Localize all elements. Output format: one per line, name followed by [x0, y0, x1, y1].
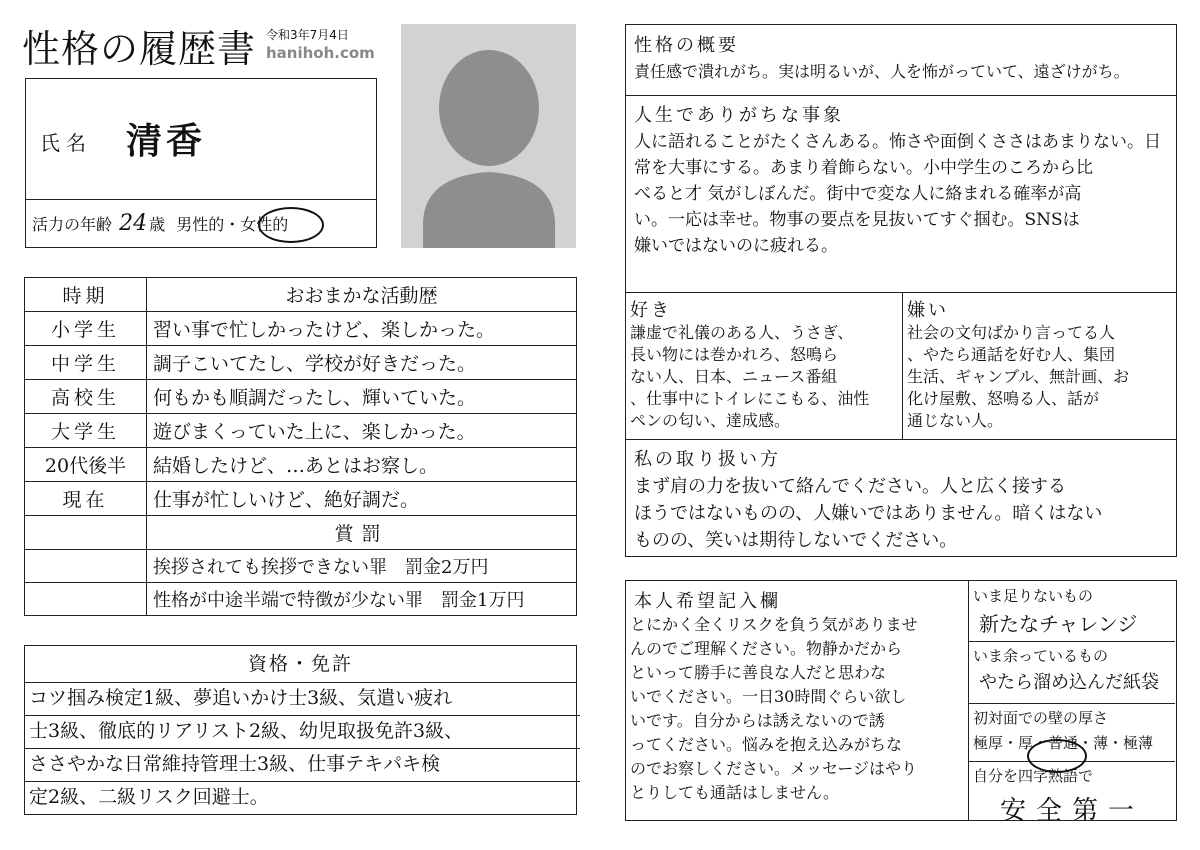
qualification-line: 定2級、二級リスク回避士。 — [29, 786, 269, 808]
likes-line: 長い物には巻かれろ、怒鳴ら — [630, 345, 839, 364]
likes-line: 、仕事中にトイレにこもる、油性 — [630, 389, 870, 408]
surplus-cell — [969, 641, 1175, 704]
handling-line: まず肩の力を抜いて絡んでください。人と広く接する — [634, 476, 1066, 497]
history-cell: 何もかも順調だったし、輝いていた。 — [147, 380, 577, 414]
period-cell: 20代後半 — [25, 448, 147, 482]
missing-value: 新たなチャレンジ — [979, 612, 1138, 636]
qualification-line: コツ掴み検定1級、夢追いかけ士3級、気遣い疲れ — [25, 682, 580, 716]
vitality-age: 24 — [119, 211, 148, 236]
vitality-label: 活力の年齢 — [32, 215, 113, 234]
wish-line: いです。自分からは誘えないので誘 — [630, 711, 885, 730]
dislikes-line: 化け屋敷、怒鳴る人、話が — [907, 389, 1100, 408]
table-row — [25, 346, 577, 380]
name-row — [26, 79, 376, 200]
table-row — [25, 448, 577, 482]
rewards-header-row — [25, 516, 577, 550]
wish-line: ってください。悩みを抱え込みがちな — [630, 735, 903, 754]
wish-line: いでください。一日30時間ぐらい欲し — [630, 687, 907, 706]
dislikes-text — [907, 322, 1171, 432]
life-line: 常を大事にする。あまり着飾らない。小中学生のころから比 — [634, 158, 1093, 178]
side-cells — [969, 581, 1175, 826]
wish-line: とりしても通話はしません。 — [630, 783, 839, 802]
empty-cell — [25, 550, 147, 583]
life-line: 嫌いではないのに疲れる。 — [634, 236, 838, 256]
likes-line: 謙虚で礼儀のある人、うさぎ、 — [630, 323, 854, 342]
name-label: 氏名 — [40, 131, 92, 155]
motto-cell — [969, 761, 1175, 826]
life-text — [634, 129, 1168, 259]
table-row — [25, 583, 577, 616]
missing-cell — [969, 581, 1175, 642]
table-row — [25, 312, 577, 346]
period-header: 時期 — [25, 278, 147, 312]
table-row — [25, 380, 577, 414]
likes-cell — [626, 292, 903, 439]
handling-section — [626, 439, 1176, 555]
wall-options: 極厚・厚・普通・薄・極薄 — [973, 734, 1154, 752]
period-cell: 大学生 — [25, 414, 147, 448]
handling-line: ものの、笑いは期待しないでください。 — [634, 530, 958, 551]
surplus-value: やたら溜め込んだ紙袋 — [979, 672, 1159, 693]
life-line: べると才 気がしぼんだ。街中で変な人に絡まれる確率が高 — [634, 184, 1082, 204]
dislikes-title: 嫌い — [907, 300, 949, 321]
wish-line: んのでご理解ください。物静かだから — [630, 639, 903, 658]
overview-title: 性格の概要 — [634, 35, 739, 56]
dislikes-line: 社会の文句ばかり言ってる人 — [907, 323, 1116, 342]
gender-selection-circle — [258, 207, 324, 243]
missing-label: いま足りないもの — [973, 587, 1094, 605]
history-cell: 遊びまくっていた上に、楽しかった。 — [147, 414, 577, 448]
wish-box — [625, 580, 1177, 826]
motto-label: 自分を四字熟語で — [973, 767, 1094, 785]
wall-cell — [969, 703, 1175, 762]
vitality-row — [32, 211, 288, 236]
life-line: 人に語れることがたくさんある。怖さや面倒くささはあまりない。日 — [634, 132, 1161, 152]
qualification-line: ささやかな日常維持管理士3級、仕事テキパキ検 — [25, 748, 580, 782]
likes-line: ない人、日本、ニュース番組 — [630, 367, 838, 386]
life-section — [626, 95, 1176, 293]
surplus-label: いま余っているもの — [973, 647, 1109, 665]
site-url: hanihoh.com — [266, 44, 375, 62]
wall-label: 初対面での壁の厚さ — [973, 709, 1109, 727]
wish-line: のでお察しください。メッセージはやり — [630, 759, 918, 778]
name-value: 清香 — [126, 120, 207, 162]
life-line: い。一応は幸せ。物事の要点を見抜いてすぐ掴む。SNSは — [634, 210, 1080, 230]
reward-cell: 性格が中途半端で特徴が少ない罪 罰金1万円 — [147, 583, 577, 616]
table-header-row — [25, 278, 577, 312]
wish-title: 本人希望記入欄 — [634, 591, 781, 612]
table-row — [25, 414, 577, 448]
qualification-line: 士3級、徹底的リアリスト2級、幼児取扱免許3級、 — [25, 715, 580, 749]
likes-text — [630, 322, 898, 432]
name-box — [25, 78, 377, 248]
document-date: 令和3年7月4日 — [266, 28, 349, 42]
period-cell: 中学生 — [25, 346, 147, 380]
qualifications-header: 資格・免許 — [25, 646, 576, 683]
history-cell: 仕事が忙しいけど、絶好調だ。 — [147, 482, 577, 516]
table-row — [25, 550, 577, 583]
personality-box — [625, 24, 1177, 557]
motto-value: 安全第一 — [999, 796, 1144, 826]
dislikes-cell — [903, 292, 1175, 439]
rewards-header: 賞罰 — [147, 516, 577, 550]
period-cell: 現在 — [25, 482, 147, 516]
wish-text — [630, 613, 964, 805]
wish-line: とにかく全くリスクを負う気がありませ — [630, 615, 918, 634]
dislikes-line: 通じない人。 — [907, 411, 1004, 430]
gender-options: 男性的・女性的 — [176, 215, 289, 234]
handling-text — [634, 473, 1168, 554]
period-cell: 高校生 — [25, 380, 147, 414]
likes-line: ペンの匂い、達成感。 — [630, 411, 791, 430]
wish-section — [626, 581, 969, 820]
person-silhouette-icon — [401, 24, 576, 248]
qualifications-box — [24, 645, 577, 815]
dislikes-line: 、やたら通話を好む人、集団 — [907, 345, 1116, 364]
likes-title: 好き — [630, 300, 672, 321]
empty-cell — [25, 516, 147, 550]
photo-placeholder — [401, 24, 576, 248]
overview-section — [626, 25, 1176, 96]
likes-dislikes-section — [626, 292, 1176, 440]
empty-cell — [25, 583, 147, 616]
reward-cell: 挨拶されても挨拶できない罪 罰金2万円 — [147, 550, 577, 583]
history-cell: 調子こいてたし、学校が好きだった。 — [147, 346, 577, 380]
period-cell: 小学生 — [25, 312, 147, 346]
table-row — [25, 482, 577, 516]
vitality-unit: 歳 — [149, 215, 166, 234]
history-cell: 結婚したけど、…あとはお察し。 — [147, 448, 577, 482]
history-cell: 習い事で忙しかったけど、楽しかった。 — [147, 312, 577, 346]
dislikes-line: 生活、ギャンブル、無計画、お — [907, 367, 1130, 386]
history-header: おおまかな活動歴 — [147, 278, 577, 312]
page-title: 性格の履歴書 — [22, 27, 257, 71]
handling-line: ほうではないものの、人嫌いではありません。暗くはない — [634, 503, 1103, 524]
overview-text: 責任感で潰れがち。実は明るいが、人を怖がっていて、遠ざけがち。 — [634, 62, 1130, 81]
wish-line: といって勝手に善良な人だと思わな — [630, 663, 887, 682]
activity-table — [24, 277, 577, 616]
life-title: 人生でありがちな事象 — [634, 105, 844, 126]
handling-title: 私の取り扱い方 — [634, 449, 781, 470]
